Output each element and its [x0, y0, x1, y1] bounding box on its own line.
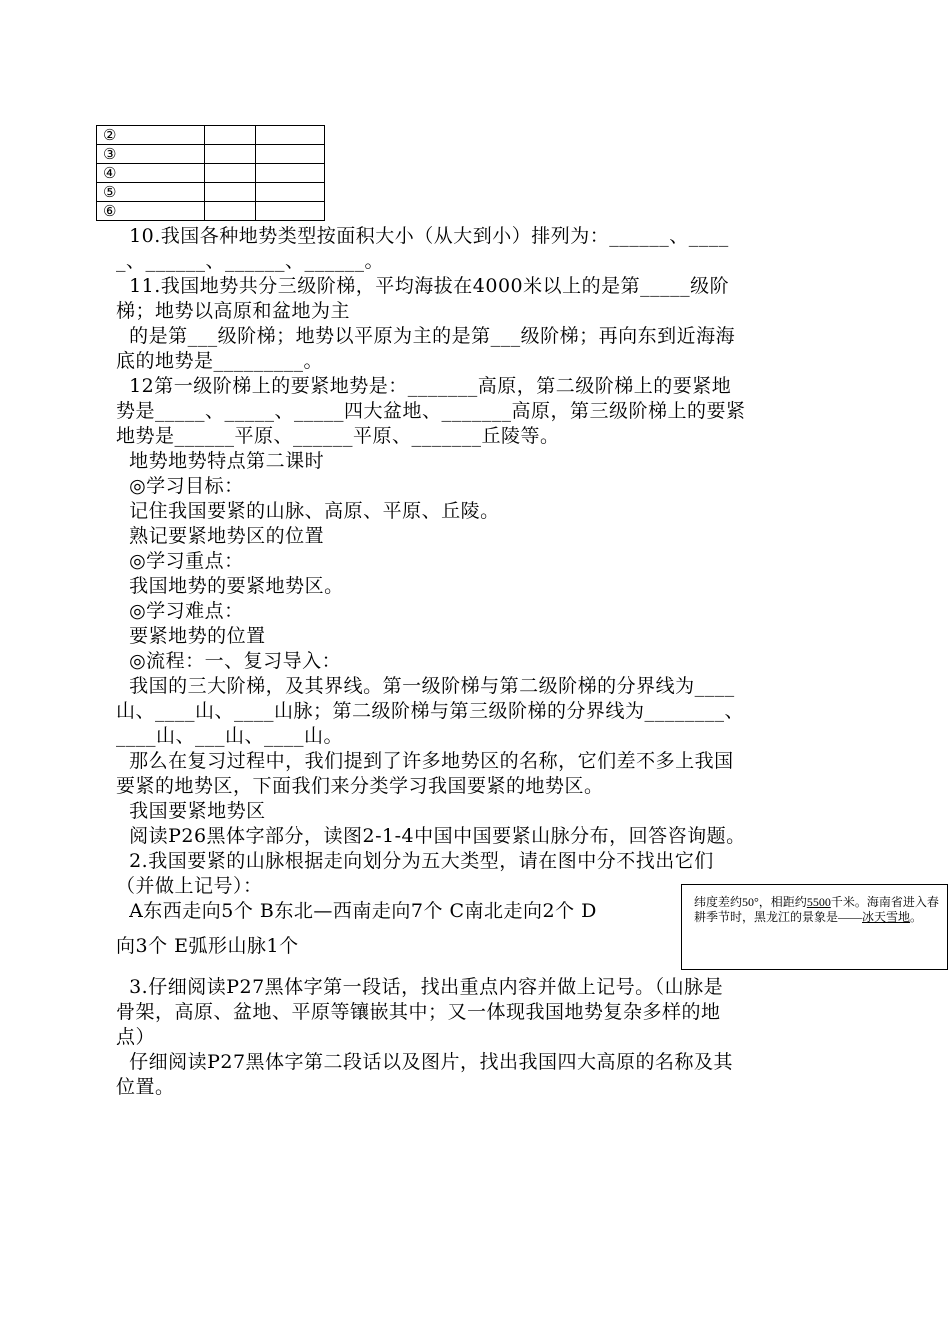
text-line: 的是第___级阶梯；地势以平原为主的是第___级阶梯；再向东到近海海 [116, 325, 736, 347]
text-line: 2.我国要紧的山脉根据走向划分为五大类型，请在图中分不找出它们 [116, 850, 714, 872]
note-scene: 冰天雪地 [862, 910, 911, 924]
note-text: 。 [910, 910, 923, 924]
note-distance: 5500 [806, 895, 831, 909]
table-row [97, 164, 325, 183]
text-line: 12第一级阶梯上的要紧地势是：_______高原，第二级阶梯上的要紧地 [116, 375, 732, 397]
text-line: ◎学习重点： [116, 550, 244, 572]
table-cell [256, 164, 325, 183]
table-cell [205, 183, 256, 202]
row-label: ② [97, 126, 205, 145]
table-row [97, 202, 325, 221]
text-line: 底的地势是_________。 [116, 350, 324, 372]
text-line: 要紧地势的位置 [116, 625, 266, 647]
table-row [97, 145, 325, 164]
text-line: ◎学习难点： [116, 600, 244, 622]
table-cell [256, 126, 325, 145]
table-row [97, 126, 325, 145]
text-line: 仔细阅读P27黑体字第二段话以及图片，找出我国四大高原的名称及其 [116, 1051, 734, 1073]
text-line: 10.我国各种地势类型按面积大小（从大到小）排列为：______、____ [116, 225, 729, 247]
note-text: 纬度差约50°，相距约 [694, 895, 807, 909]
row-label: ③ [97, 145, 205, 164]
text-line: 位置。 [116, 1076, 175, 1098]
text-line: 向3个 E弧形山脉1个 [116, 935, 299, 957]
text-line: （并做上记号）： [116, 875, 263, 897]
text-line: 地势是______平原、______平原、_______丘陵等。 [116, 425, 560, 447]
table-cell [256, 145, 325, 164]
text-line: ◎学习目标： [116, 475, 244, 497]
table-cell [256, 202, 325, 221]
text-line: 熟记要紧地势区的位置 [116, 525, 325, 547]
text-line: 那么在复习过程中，我们提到了许多地势区的名称，它们差不多上我国 [116, 750, 734, 772]
text-line: 要紧的地势区，下面我们来分类学习我国要紧的地势区。 [116, 775, 604, 797]
text-line: 点） [116, 1026, 156, 1048]
table-cell [205, 164, 256, 183]
section-title: 地势地势特点第二课时 [116, 450, 325, 472]
text-line: 骨架，高原、盆地、平原等镶嵌其中；又一体现我国地势复杂多样的地 [116, 1001, 721, 1023]
text-line: 梯；地势以高原和盆地为主 [116, 300, 351, 322]
text-line: 阅读P26黑体字部分，读图2-1-4中国中国要紧山脉分布，回答咨询题。 [116, 825, 746, 847]
text-line: 记住我国要紧的山脉、高原、平原、丘陵。 [116, 500, 500, 522]
text-line: 山、____山、____山脉；第二级阶梯与第三级阶梯的分界线为________、 [116, 700, 745, 722]
table-cell [205, 126, 256, 145]
answer-table [96, 125, 325, 221]
row-label: ⑥ [97, 202, 205, 221]
text-line: 11.我国地势共分三级阶梯，平均海拔在4000米以上的是第_____级阶 [116, 275, 730, 297]
text-line: 我国地势的要紧地势区。 [116, 575, 344, 597]
row-label: ④ [97, 164, 205, 183]
row-label: ⑤ [97, 183, 205, 202]
note-text: 千米。海南省进入春耕季节时，黑龙江的景象是—— [694, 895, 939, 924]
text-line: 我国的三大阶梯，及其界线。第一级阶梯与第二级阶梯的分界线为____ [116, 675, 735, 697]
table-cell [205, 202, 256, 221]
text-line: ◎流程：一、复习导入： [116, 650, 342, 672]
table-cell [256, 183, 325, 202]
text-line: 我国要紧地势区 [116, 800, 266, 822]
note-box [681, 884, 948, 970]
text-line: _、______、______、______。 [116, 250, 385, 272]
table-cell [205, 145, 256, 164]
text-line: A东西走向5个 B东北—西南走向7个 C南北走向2个 D [116, 900, 597, 922]
text-line: ____山、___山、____山。 [116, 725, 344, 747]
table-row [97, 183, 325, 202]
text-line: 3.仔细阅读P27黑体字第一段话，找出重点内容并做上记号。（山脉是 [116, 976, 724, 998]
text-line: 势是_____、_____、_____四大盆地、_______高原，第三级阶梯上的要紧 [116, 400, 746, 422]
